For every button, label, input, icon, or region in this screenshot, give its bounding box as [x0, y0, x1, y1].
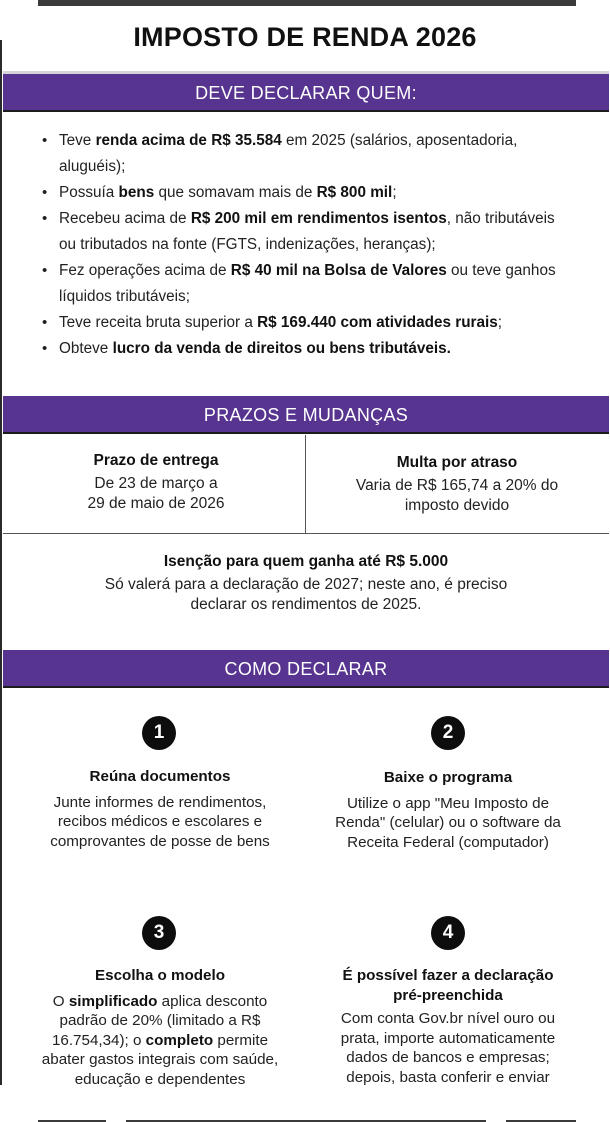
step-heading: Escolha o modelo — [95, 967, 225, 984]
column-divider — [305, 435, 306, 533]
section-heading: PRAZOS E MUDANÇAS — [203, 405, 409, 425]
exemption-cell — [8, 552, 604, 615]
left-border — [0, 40, 2, 1085]
step-2 — [306, 768, 590, 852]
step-line: prata, importe automaticamente — [340, 1029, 556, 1047]
step-line: 16.754,34); o completo permite — [51, 1031, 269, 1049]
exemption-line: Só valerá para a declaração de 2027; neste ano, é preciso — [104, 576, 508, 593]
step-line: educação e dependentes — [74, 1070, 246, 1088]
step-line: Junte informes de rendimentos, — [53, 793, 267, 811]
list-item: • Teve renda acima de R$ 35.584 em 2025 (salários, aposentadoria, aluguéis); — [42, 128, 572, 180]
step-line: comprovantes de posse de bens — [50, 832, 270, 850]
step-line: padrão de 20% (limitado a R$ — [59, 1012, 261, 1029]
page-title: IMPOSTO DE RENDA 2026 — [133, 22, 477, 52]
section-header-who — [3, 74, 609, 112]
deadline-line: 29 de maio de 2026 — [87, 495, 225, 512]
list-item: • Teve receita bruta superior a R$ 169.440 com atividades rurais; — [42, 310, 572, 336]
step-line: recibos médicos e escolares e — [57, 813, 263, 830]
row-divider — [3, 533, 609, 534]
step-line: dados de bancos e empresas; — [346, 1049, 550, 1066]
step-line: O simplificado aplica desconto — [52, 992, 268, 1010]
deadline-cell — [8, 451, 304, 514]
fine-heading: Multa por atraso — [396, 454, 518, 471]
step-line: Com conta Gov.br nível ouro ou — [340, 1010, 556, 1027]
top-border — [38, 0, 576, 6]
list-item: • Recebeu acima de R$ 200 mil em rendimentos isentos, não tributáveis ou tributados na fonte (FGTS, indenizações, heranças); — [42, 206, 572, 258]
exemption-line: declarar os rendimentos de 2025. — [190, 596, 422, 613]
fine-cell — [308, 453, 606, 516]
step-line: Receita Federal (computador) — [347, 833, 549, 851]
deadline-heading: Prazo de entrega — [93, 452, 219, 469]
who-list — [42, 128, 572, 362]
step-heading: Baixe o programa — [383, 769, 513, 786]
step-line: depois, basta conferir e enviar — [346, 1068, 550, 1086]
fine-line: imposto devido — [404, 497, 510, 514]
step-line: Renda" (celular) ou o software da — [335, 814, 561, 831]
step-line: Utilize o app "Meu Imposto de — [346, 794, 550, 812]
step-number-badge: 1 — [142, 716, 176, 750]
step-3 — [18, 966, 302, 1089]
list-item: • Obteve lucro da venda de direitos ou bens tributáveis. — [42, 336, 572, 362]
step-heading: Reúna documentos — [89, 768, 231, 785]
section-heading: DEVE DECLARAR QUEM: — [195, 83, 417, 103]
fine-line: Varia de R$ 165,74 a 20% do — [355, 477, 559, 494]
section-heading: COMO DECLARAR — [224, 659, 388, 679]
list-item: • Possuía bens que somavam mais de R$ 800 mil; — [42, 180, 572, 206]
step-number-badge: 2 — [431, 716, 465, 750]
step-heading: É possível fazer a declaração pré-preenchida — [342, 967, 554, 1004]
section-header-deadlines — [3, 396, 609, 434]
step-1 — [22, 767, 298, 851]
step-number-badge: 4 — [431, 916, 465, 950]
step-number-badge: 3 — [142, 916, 176, 950]
section-header-how — [3, 650, 609, 688]
step-4 — [306, 966, 590, 1087]
exemption-heading: Isenção para quem ganha até R$ 5.000 — [163, 553, 449, 570]
deadline-line: De 23 de março a — [94, 475, 218, 492]
step-line: abater gastos integrais com saúde, — [41, 1051, 279, 1068]
list-item: • Fez operações acima de R$ 40 mil na Bolsa de Valores ou teve ganhos líquidos tributáveis; — [42, 258, 572, 310]
